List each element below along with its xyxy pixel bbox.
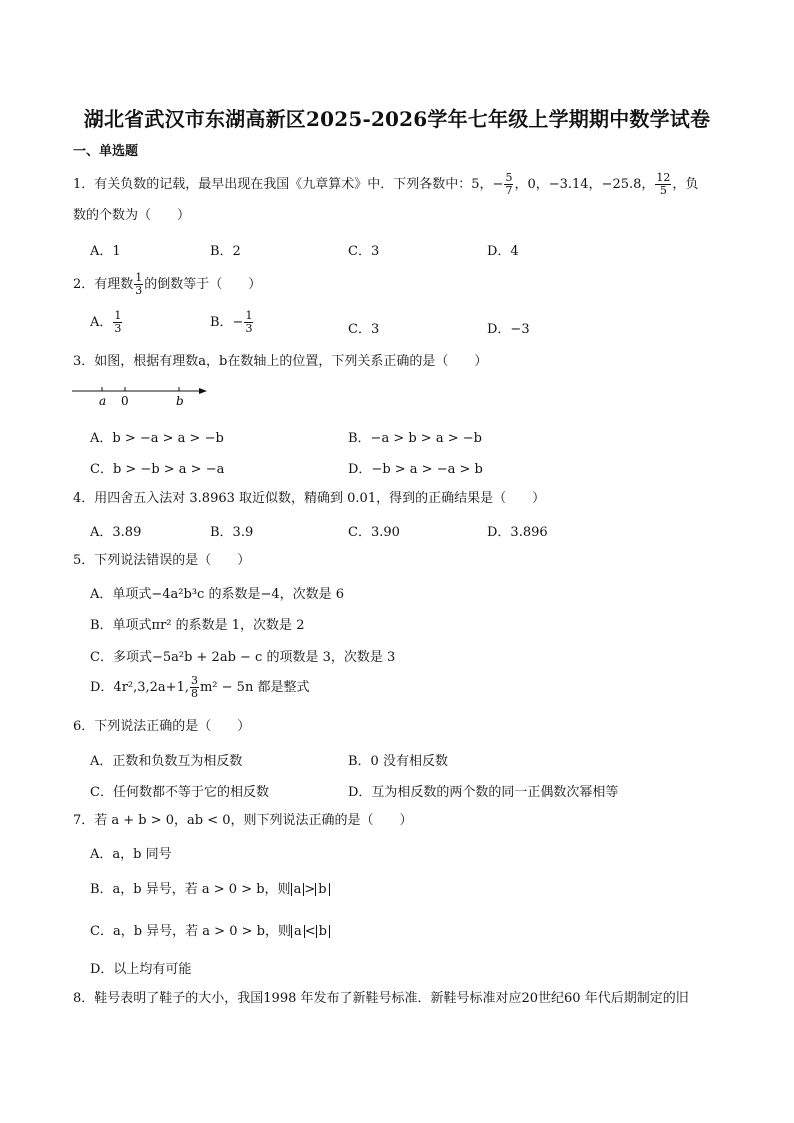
fraction-12-5: [655, 172, 671, 197]
option-d-text-b: m² − 5n 都是整式: [199, 680, 310, 695]
question-6-stem: 6．下列说法正确的是（ ）: [73, 719, 251, 734]
question-6-option-a[interactable]: A．正数和负数互为相反数: [90, 754, 243, 769]
section-heading-single-choice: 一、单选题: [73, 144, 139, 159]
fraction-denominator: 3: [245, 322, 253, 335]
question-4-option-b[interactable]: B．3.9: [210, 525, 254, 540]
question-5-option-d[interactable]: [90, 675, 309, 700]
question-1-option-c[interactable]: C．3: [348, 244, 380, 259]
fraction-3-8: [190, 675, 199, 700]
comparison-operator: <: [304, 924, 316, 939]
fraction-denominator: 7: [505, 184, 513, 197]
fraction-numerator: 12: [656, 171, 671, 184]
absolute-value-a: a: [291, 883, 305, 896]
label-0: 0: [121, 394, 129, 408]
question-3-option-c[interactable]: C．b > −b > a > −a: [90, 462, 225, 477]
question-5-option-a[interactable]: A．单项式−4a²b³c 的系数是−4，次数是 6: [90, 587, 345, 602]
absolute-value-a: a: [291, 925, 305, 938]
question-3-stem: 3．如图，根据有理数a，b在数轴上的位置，下列关系正确的是（ ）: [73, 354, 488, 369]
question-2-option-a[interactable]: [90, 310, 123, 335]
fraction-1-3: [113, 310, 122, 335]
question-5-stem: 5．下列说法错误的是（ ）: [73, 553, 251, 568]
absolute-value-b: b: [316, 925, 330, 938]
question-4-option-c[interactable]: C．3.90: [348, 525, 400, 540]
fraction-1-3: [134, 272, 143, 297]
option-label: A．: [90, 315, 113, 330]
fraction-denominator: 5: [659, 184, 667, 197]
question-1-stem: [73, 172, 698, 197]
question-1-text-c: ，负: [672, 177, 699, 192]
option-b-text: B．a，b 异号，若 a > 0 > b，则: [90, 882, 291, 897]
question-2-stem: [73, 272, 261, 297]
question-7-option-d[interactable]: D．以上均有可能: [90, 962, 192, 977]
question-7-stem: 7．若 a + b > 0，ab < 0，则下列说法正确的是（ ）: [73, 813, 413, 828]
question-7-option-a[interactable]: A．a，b 同号: [90, 847, 172, 862]
fraction-numerator: 5: [505, 171, 513, 184]
question-6-option-b[interactable]: B．0 没有相反数: [348, 754, 448, 769]
question-5-option-c[interactable]: C．多项式−5a²b + 2ab − c 的项数是 3，次数是 3: [90, 650, 396, 665]
question-6-option-c[interactable]: C．任何数都不等于它的相反数: [90, 785, 269, 800]
question-2-option-b[interactable]: [210, 310, 254, 335]
question-4-stem: 4．用四舍五入法对 3.8963 取近似数，精确到 0.01，得到的正确结果是（ ）: [73, 491, 546, 506]
question-1-option-a[interactable]: A．1: [90, 244, 121, 259]
question-1-text-a: 1．有关负数的记载，最早出现在我国《九章算术》中．下列各数中：5，: [73, 177, 493, 192]
question-2-option-c[interactable]: C．3: [348, 322, 380, 337]
question-2-text-a: 2．有理数: [73, 277, 134, 292]
fraction-numerator: 1: [245, 309, 253, 322]
question-4-option-a[interactable]: A．3.89: [90, 525, 142, 540]
fraction-numerator: 3: [190, 674, 198, 687]
question-1-frac1-sign: −: [492, 177, 504, 192]
question-1-text-b: ，0，−3.14，−25.8，: [514, 177, 655, 192]
label-a: a: [99, 394, 107, 408]
comparison-operator: >: [304, 882, 316, 897]
fraction-denominator: 8: [190, 687, 198, 700]
question-7-option-c[interactable]: [90, 920, 330, 939]
absolute-value-b: b: [315, 883, 329, 896]
fraction-denominator: 3: [135, 284, 143, 297]
fraction-5-7: [504, 172, 513, 197]
fraction-1-3: [244, 310, 253, 335]
question-5-option-b[interactable]: B．单项式πr² 的系数是 1，次数是 2: [90, 618, 305, 633]
question-3-option-b[interactable]: B．−a > b > a > −b: [348, 431, 482, 446]
question-8-stem: 8．鞋号表明了鞋子的大小，我国1998 年发布了新鞋号标准．新鞋号标准对应20世纪60 年代后期制定的旧: [73, 991, 689, 1006]
question-1-option-b[interactable]: B．2: [210, 244, 241, 259]
question-7-option-b[interactable]: [90, 878, 330, 897]
question-6-option-d[interactable]: D．互为相反数的两个数的同一正偶数次幂相等: [348, 785, 619, 800]
number-line-figure: [70, 380, 210, 410]
question-4-option-d[interactable]: D．3.896: [487, 525, 548, 540]
fraction-denominator: 3: [114, 322, 122, 335]
question-2-text-b: 的倒数等于（ ）: [144, 277, 262, 292]
page-title: 湖北省武汉市东湖高新区2025-2026学年七年级上学期期中数学试卷: [83, 107, 711, 131]
option-label: B．−: [210, 315, 244, 330]
question-3-option-a[interactable]: A．b > −a > a > −b: [90, 431, 224, 446]
label-b: b: [176, 394, 184, 408]
fraction-numerator: 1: [114, 309, 122, 322]
option-c-text: C．a，b 异号，若 a > 0 > b，则: [90, 924, 291, 939]
question-3-option-d[interactable]: D．−b > a > −a > b: [348, 462, 483, 477]
fraction-numerator: 1: [135, 271, 143, 284]
number-line-arrow: [199, 388, 207, 394]
question-2-option-d[interactable]: D．−3: [487, 322, 530, 337]
question-1-text-d: 数的个数为（ ）: [73, 208, 191, 223]
option-d-text-a: D．4r²,3,2a+1,: [90, 680, 189, 695]
question-1-option-d[interactable]: D．4: [487, 244, 519, 259]
